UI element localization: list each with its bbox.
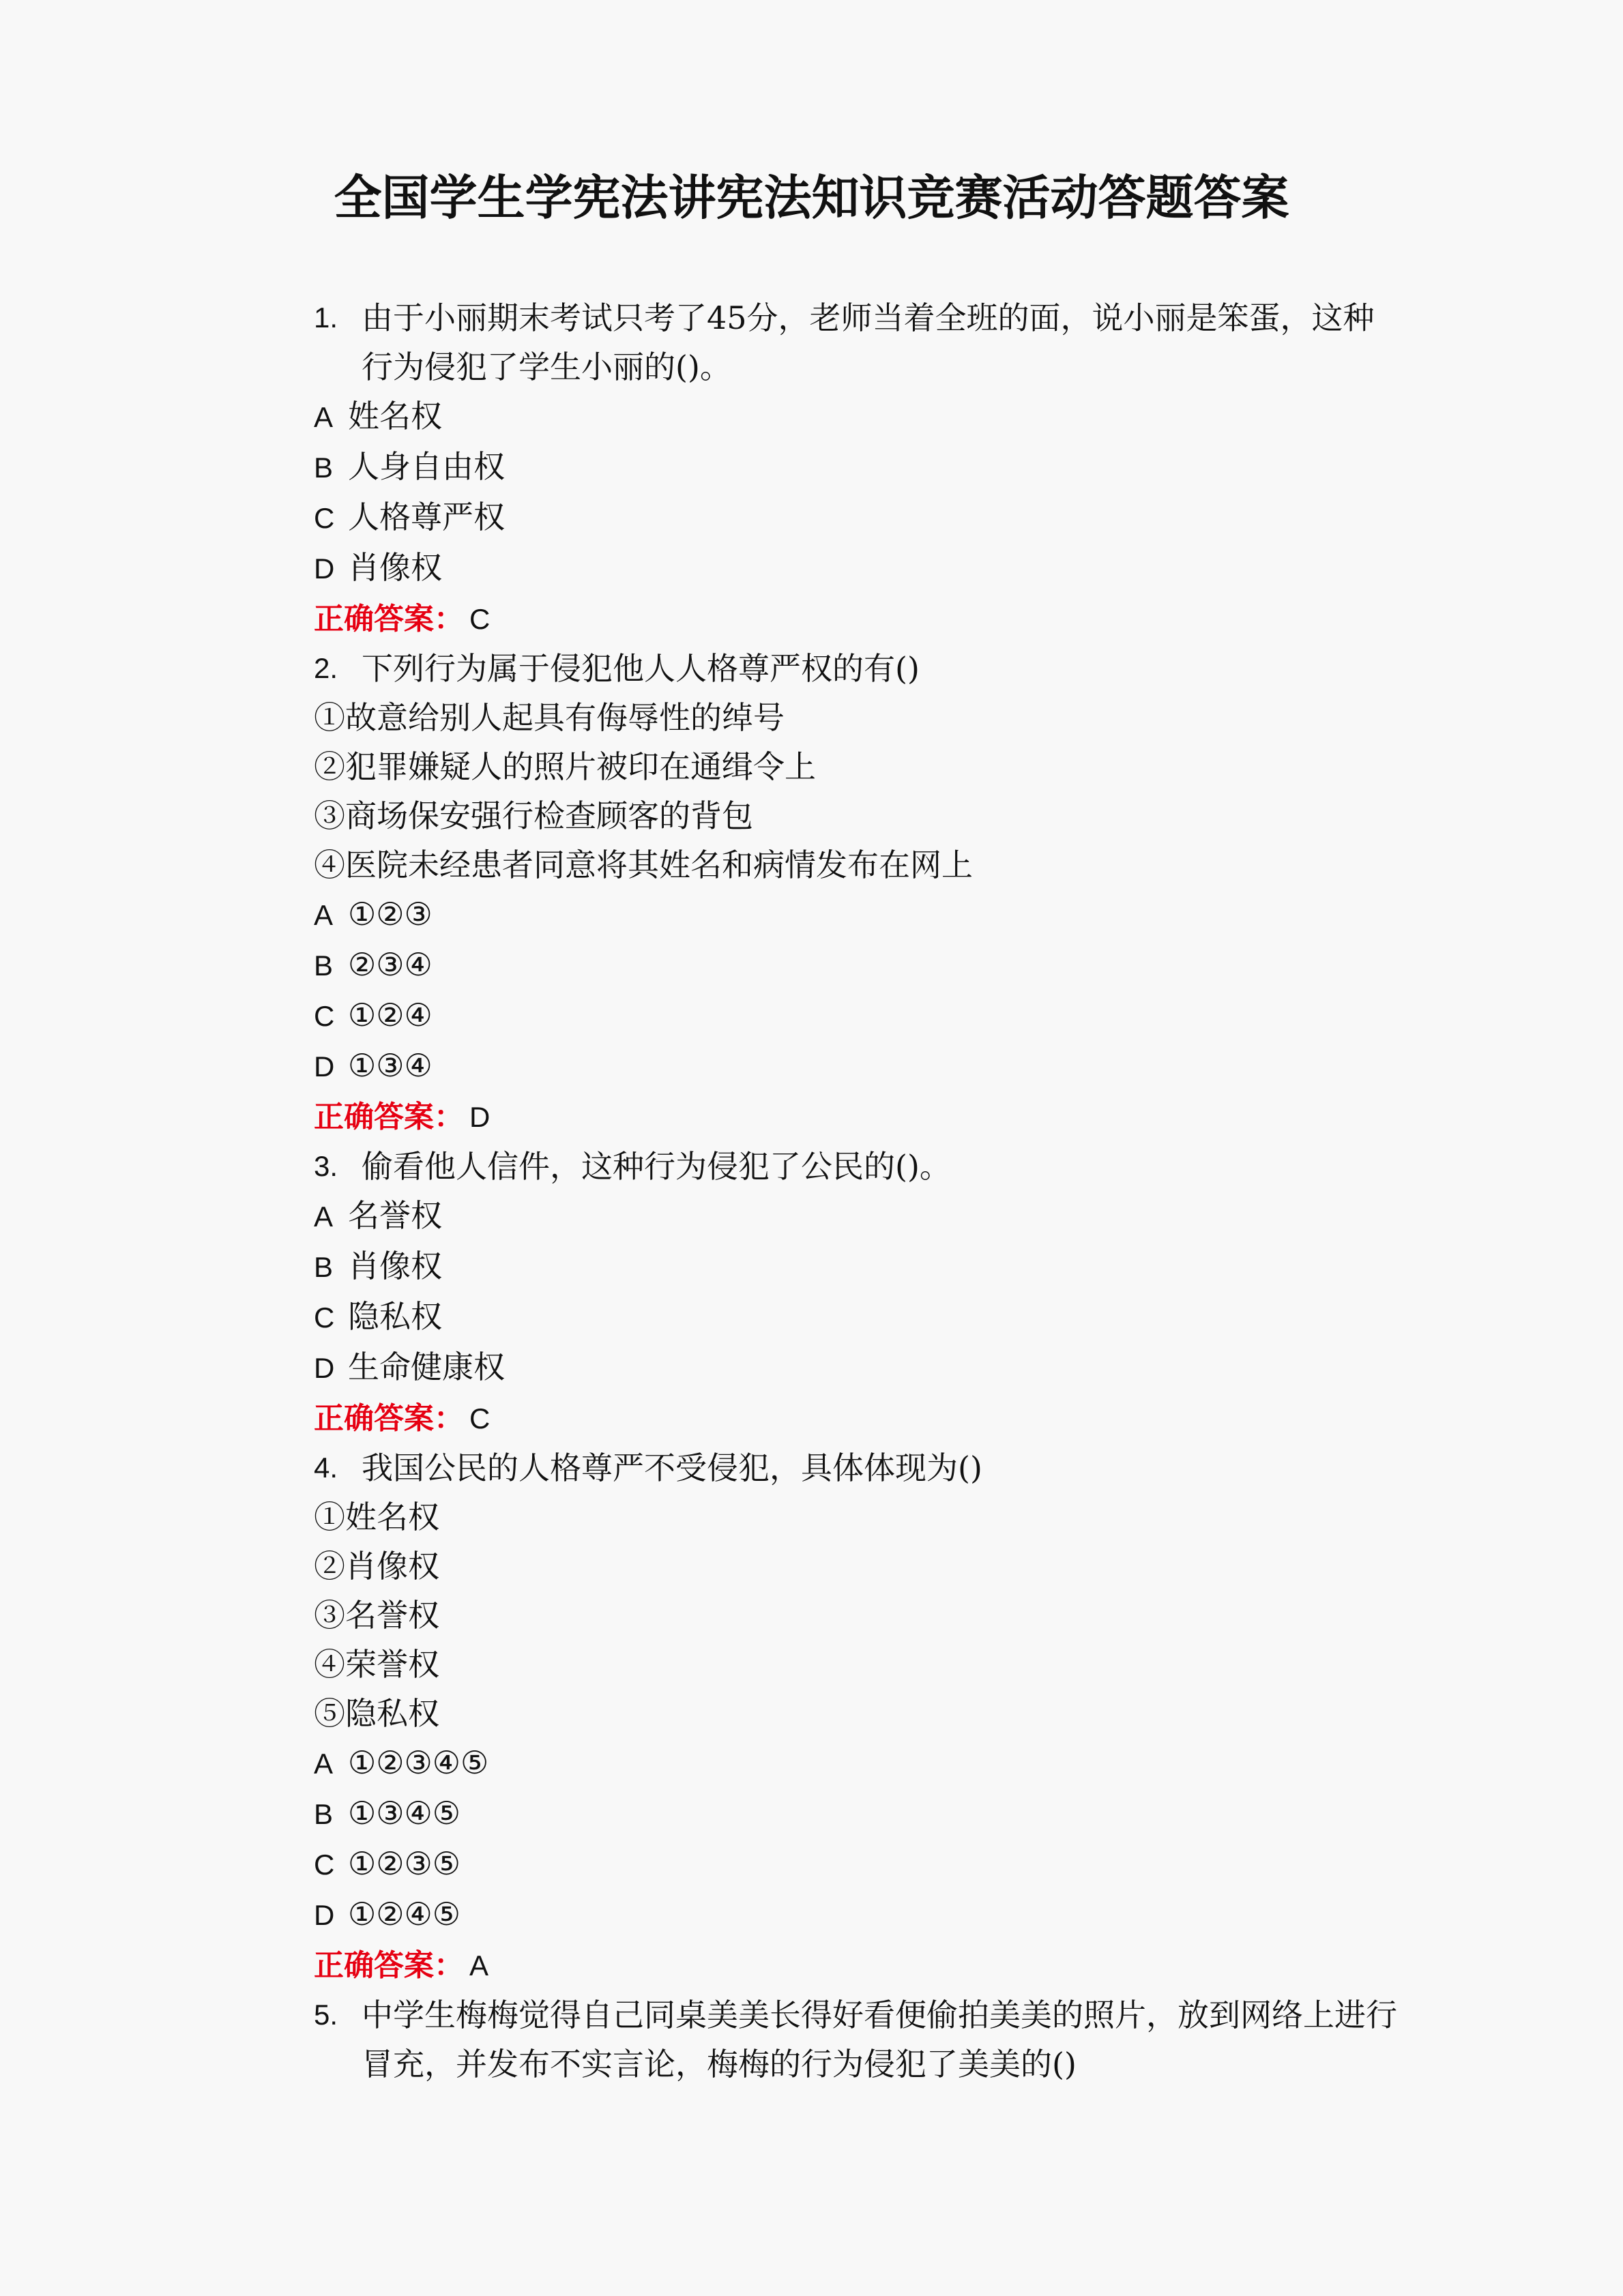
option-letter: D [314, 1352, 335, 1384]
answer-value: D [469, 1101, 491, 1133]
question-number: 4. [314, 1452, 338, 1484]
question-number: 3. [314, 1150, 338, 1182]
answer-value: C [469, 1402, 491, 1434]
option-letter: C [314, 1000, 335, 1032]
option-text: ①②③④⑤ [348, 1744, 489, 1781]
option-c [314, 492, 1405, 543]
option-letter: B [314, 452, 334, 484]
option-letter: C [314, 502, 335, 534]
option-text: 人身自由权 [348, 448, 505, 485]
option-text: ①③④ [348, 1047, 433, 1084]
option-b [314, 442, 1405, 492]
question-list [314, 293, 1405, 2089]
statement-item: ④荣誉权 [314, 1646, 439, 1683]
correct-answer [314, 1940, 1405, 1990]
option-letter: A [314, 899, 334, 931]
option-b [314, 1789, 1405, 1839]
option-d [314, 543, 1405, 593]
option-text: ①②③⑤ [348, 1845, 460, 1882]
question-number: 2. [314, 652, 338, 684]
question-number: 1. [314, 301, 338, 334]
option-a [314, 1191, 1405, 1241]
statement-item: ⑤隐私权 [314, 1695, 439, 1732]
correct-answer [314, 1091, 1405, 1142]
option-text: 隐私权 [348, 1298, 442, 1335]
answer-value: C [469, 603, 491, 635]
option-d [314, 1342, 1405, 1393]
answer-value: A [469, 1949, 489, 1982]
option-text: ①③④⑤ [348, 1795, 460, 1831]
answer-label: 正确答案： [314, 1100, 464, 1134]
option-text: ①②③ [348, 896, 433, 932]
option-b [314, 1241, 1405, 1292]
question-5 [314, 1990, 1405, 2089]
option-text: 肖像权 [348, 1248, 442, 1284]
question-4 [314, 1443, 1405, 1492]
option-b [314, 940, 1405, 990]
statement-item: ④医院未经患者同意将其姓名和病情发布在网上 [314, 847, 973, 883]
option-letter: A [314, 1748, 334, 1780]
statement-item: ③名誉权 [314, 1597, 439, 1634]
question-1 [314, 293, 1405, 392]
option-c [314, 990, 1405, 1041]
question-text: 由于小丽期末考试只考了45分，老师当着全班的面，说小丽是笨蛋，这种行为侵犯了学生小丽的()。 [362, 299, 1375, 385]
question-text: 中学生梅梅觉得自己同桌美美长得好看便偷拍美美的照片，放到网络上进行冒充，并发布不实言论，梅梅的行为侵犯了美美的() [362, 1997, 1397, 2082]
question-text: 我国公民的人格尊严不受侵犯，具体体现为() [362, 1449, 982, 1486]
option-letter: C [314, 1849, 335, 1881]
option-text: 名誉权 [348, 1197, 442, 1234]
statement-item: ②肖像权 [314, 1548, 439, 1585]
option-letter: B [314, 1251, 334, 1283]
option-letter: B [314, 1798, 334, 1830]
option-a [314, 889, 1405, 940]
option-d [314, 1889, 1405, 1940]
option-letter: A [314, 401, 334, 433]
answer-label: 正确答案： [314, 602, 464, 636]
question-3 [314, 1142, 1405, 1191]
statement-item: ①故意给别人起具有侮辱性的绰号 [314, 699, 785, 736]
option-d [314, 1041, 1405, 1091]
option-text: 人格尊严权 [348, 499, 505, 535]
option-text: ①②④⑤ [348, 1896, 460, 1932]
statement-item: ②犯罪嫌疑人的照片被印在通缉令上 [314, 748, 816, 785]
option-c [314, 1292, 1405, 1342]
option-a [314, 392, 1405, 442]
option-letter: D [314, 553, 335, 585]
page-title: 全国学生学宪法讲宪法知识竞赛活动答题答案 [334, 169, 1289, 226]
question-number: 5. [314, 1999, 338, 2031]
question-text: 偷看他人信件，这种行为侵犯了公民的()。 [362, 1148, 951, 1185]
question-text: 下列行为属于侵犯他人人格尊严权的有() [362, 650, 920, 687]
option-text: ②③④ [348, 946, 433, 983]
option-text: 姓名权 [348, 398, 442, 435]
option-letter: C [314, 1301, 335, 1334]
answer-label: 正确答案： [314, 1401, 464, 1436]
option-text: 肖像权 [348, 549, 442, 586]
option-letter: A [314, 1201, 334, 1233]
option-text: ①②④ [348, 997, 433, 1033]
answer-label: 正确答案： [314, 1948, 464, 1983]
option-c [314, 1839, 1405, 1889]
option-a [314, 1738, 1405, 1789]
correct-answer [314, 593, 1405, 644]
correct-answer [314, 1393, 1405, 1443]
option-text: 生命健康权 [348, 1349, 505, 1385]
question-2 [314, 644, 1405, 693]
statement-item: ③商场保安强行检查顾客的背包 [314, 797, 753, 834]
statement-item: ①姓名权 [314, 1499, 439, 1535]
option-letter: D [314, 1050, 335, 1083]
option-letter: D [314, 1899, 335, 1931]
option-letter: B [314, 950, 334, 982]
